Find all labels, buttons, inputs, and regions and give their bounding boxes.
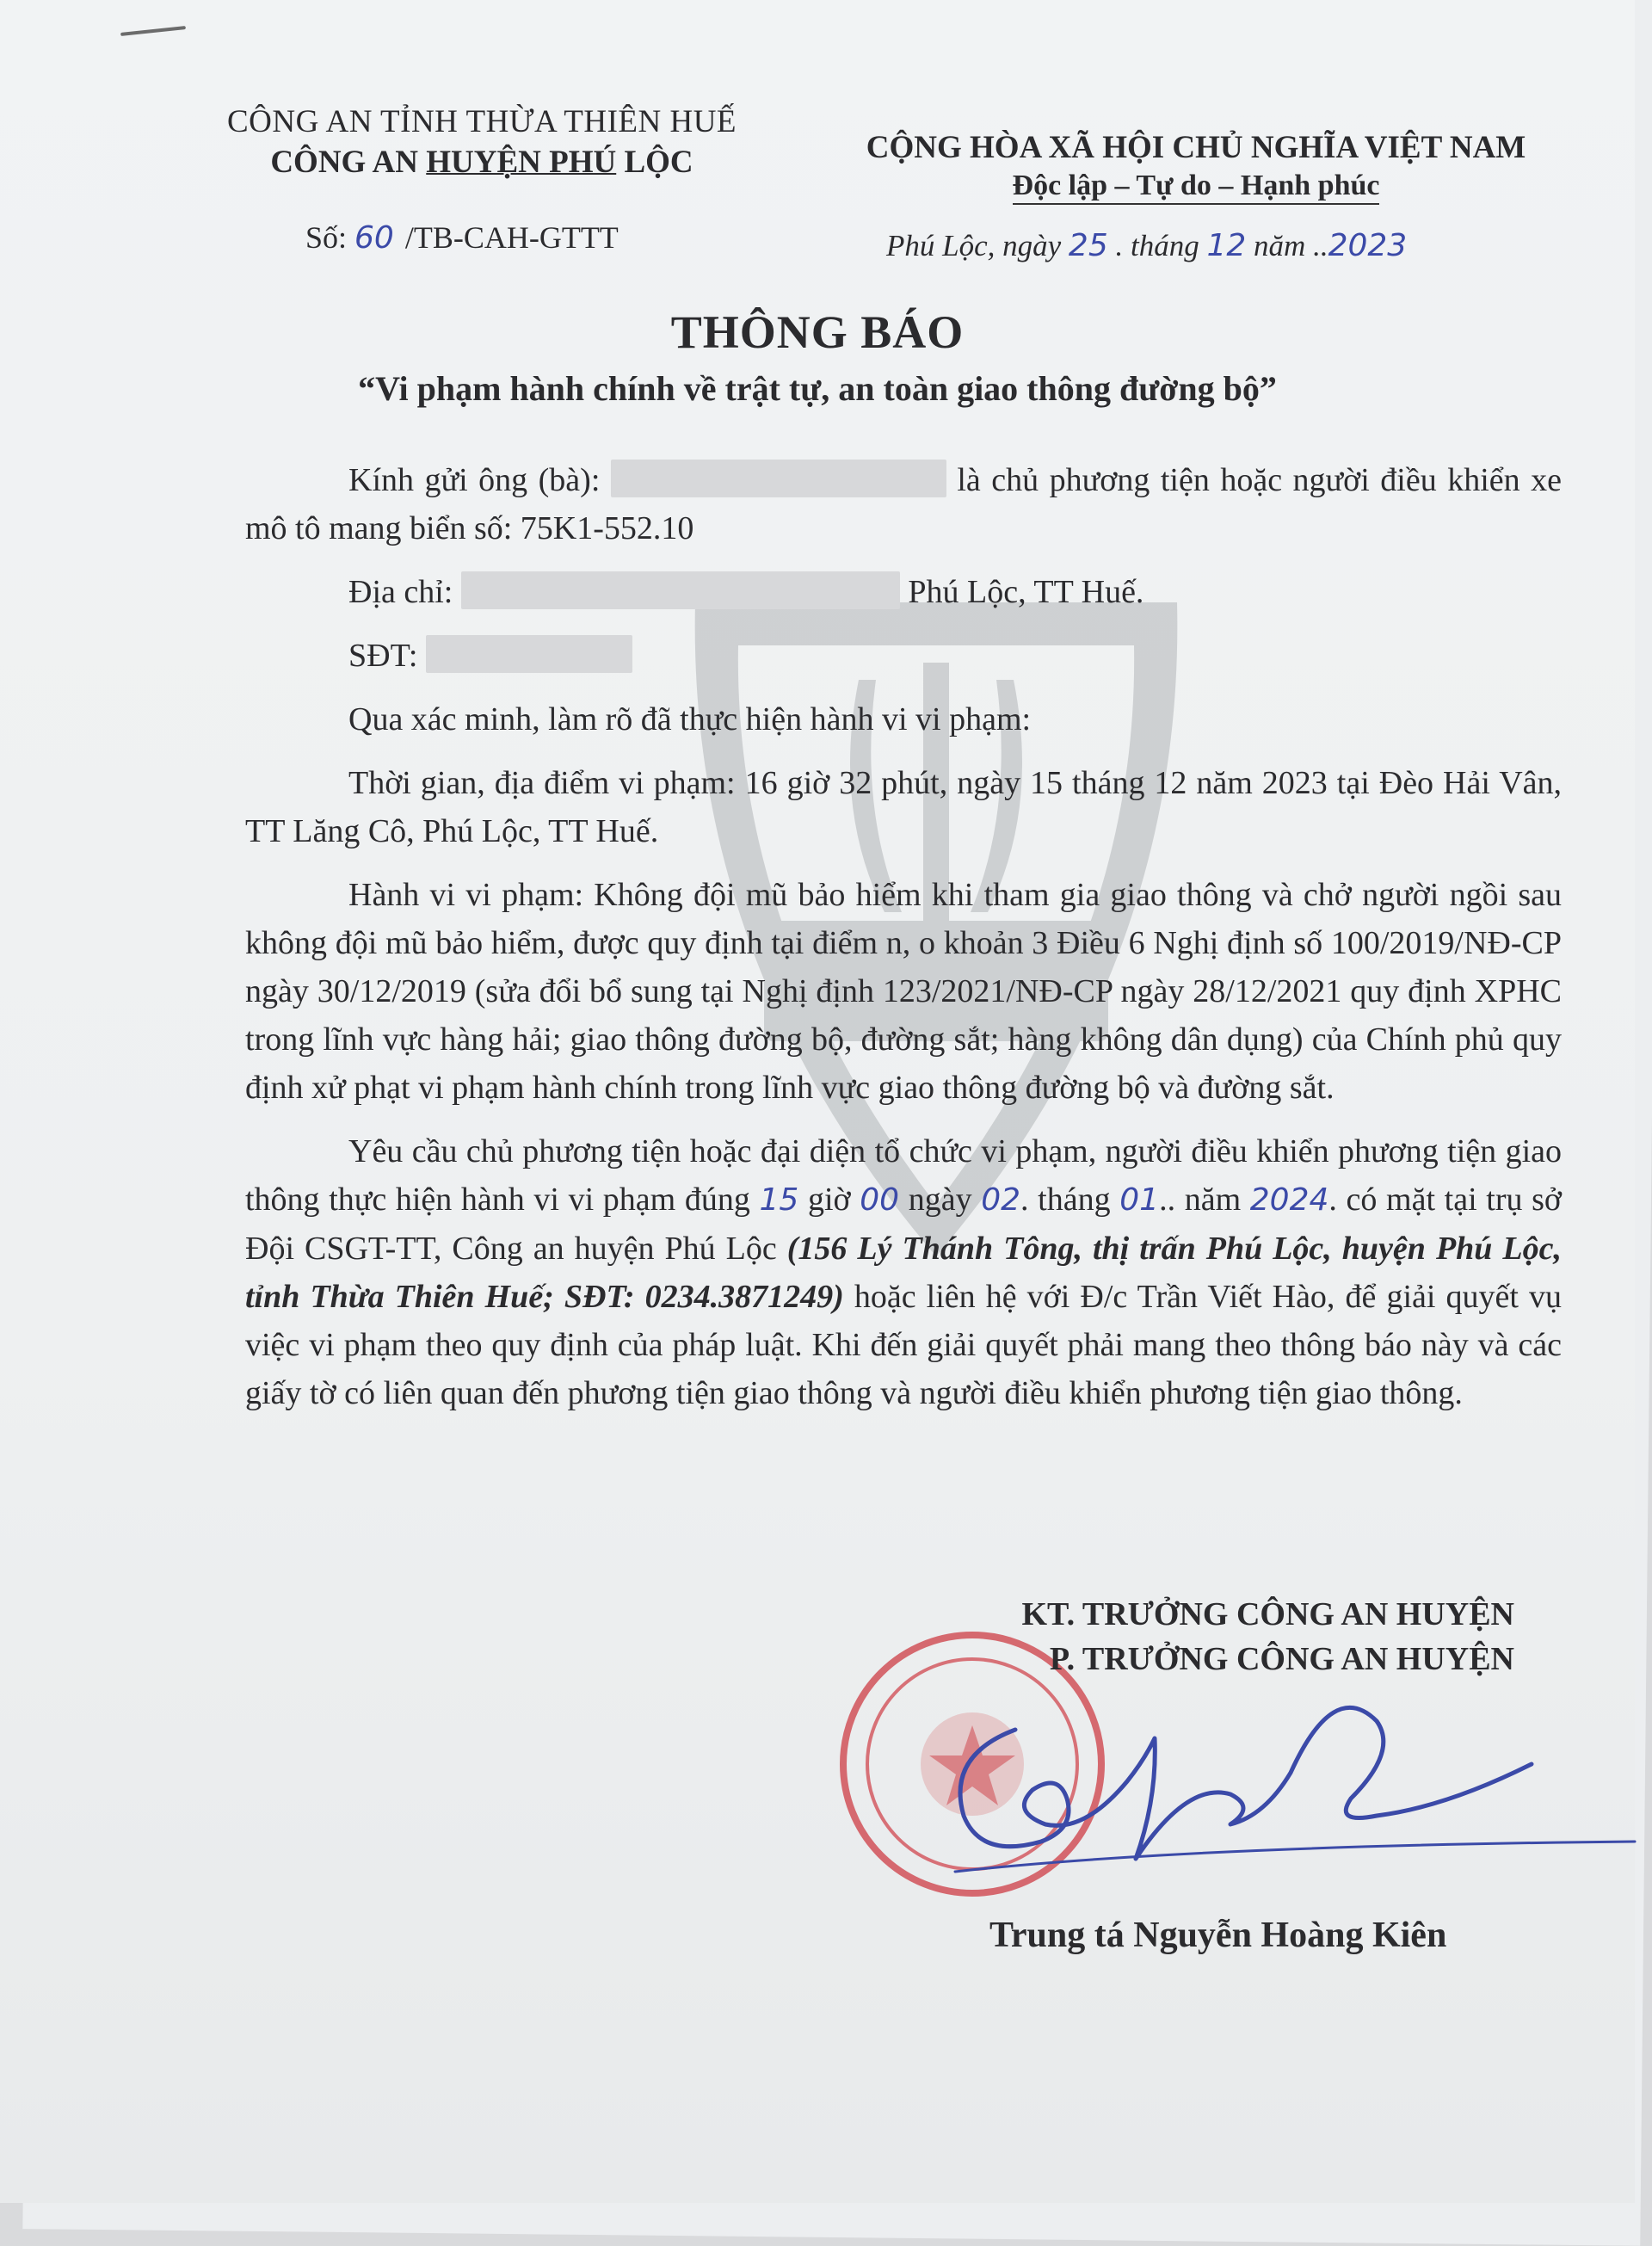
handwritten-year: 2023 (1328, 228, 1408, 263)
handwritten-appointment-year: 2024 (1249, 1182, 1329, 1218)
signer-name: Trung tá Nguyễn Hoàng Kiên (989, 1916, 1447, 1955)
time-place-paragraph: Thời gian, địa điểm vi phạm: 16 giờ 32 phút, ngày 15 tháng 12 năm 2023 tại Đèo Hải Vân, TT Lăng Cô, Phú Lộc, TT Huế. (245, 765, 1562, 849)
issuer-header (189, 103, 774, 181)
signature-block (912, 1592, 1566, 1681)
issuer-district: CÔNG AN HUYỆN PHÚ LỘC (270, 145, 693, 180)
document-body (245, 456, 1562, 1433)
verification-paragraph: Qua xác minh, làm rõ đã thực hiện hành vi vi phạm: (348, 701, 1032, 737)
national-motto: Độc lập – Tự do – Hạnh phúc (774, 170, 1618, 202)
redacted-name (611, 460, 946, 497)
national-title: CỘNG HÒA XÃ HỘI CHỦ NGHĨA VIỆT NAM (866, 130, 1526, 165)
address-paragraph: Địa chỉ: Phú Lộc, TT Huế. (245, 568, 1562, 616)
office-address: (156 Lý Thánh Tông, thị trấn Phú Lộc, huyện Phú Lộc, tỉnh Thừa Thiên Huế; SĐT: 0234.3871249) (245, 1231, 1563, 1315)
issue-date: Phú Lộc, ngày 25 . tháng 12 năm ..2023 (886, 228, 1408, 263)
issuer-province: CÔNG AN TỈNH THỪA THIÊN HUẾ (226, 104, 737, 139)
recipient-paragraph: Kính gửi ông (bà): là chủ phương tiện hoặc người điều khiển xe mô tô mang biển số: 75K1-552.10 (245, 456, 1562, 552)
national-header (774, 129, 1618, 202)
handwritten-hour: 15 (759, 1182, 799, 1218)
handwritten-appointment-month: 01 (1119, 1182, 1160, 1218)
phone-paragraph: SĐT: (245, 632, 1562, 680)
violation-paragraph: Hành vi vi phạm: Không đội mũ bảo hiểm khi tham gia giao thông và chở người ngồi sau không đội mũ bảo hiểm, được quy định tại điểm n, o khoản 3 Điều 6 Nghị định số 100/2019/NĐ-CP ngày 30/12/2019 (sửa đổi bổ sung tại Nghị định 123/2021/NĐ-CP ngày 28/12/2021 quy định XPHC trong lĩnh vực hàng hải; giao thông đường bộ, đường sắt; hàng không dân dụng) của Chính phủ quy định xử phạt vi phạm hành chính trong lĩnh vực giao thông đường bộ và đường sắt. (245, 877, 1562, 1106)
document-number: Số: 60 /TB-CAH-GTTT (305, 220, 619, 256)
handwritten-signature (929, 1669, 1652, 1893)
handwritten-appointment-day: 02 (981, 1182, 1021, 1218)
redacted-phone (426, 635, 632, 673)
document-subtitle: “Vi phạm hành chính về trật tự, an toàn giao thông đường bộ” (358, 369, 1277, 408)
handwritten-day: 25 (1068, 228, 1108, 263)
signature-deputy: P. TRƯỞNG CÔNG AN HUYỆN (1049, 1641, 1514, 1677)
document-title: THÔNG BÁO (670, 306, 965, 358)
handwritten-month: 12 (1206, 228, 1247, 263)
request-paragraph: Yêu cầu chủ phương tiện hoặc đại diện tổ chức vi phạm, người điều khiển phương tiện giao thông thực hiện hành vi vi phạm đúng 15 giờ 00 ngày 02. tháng 01.. năm 2024. có mặt tại trụ sở Đội CSGT-TT, Công an huyện Phú Lộc (156 Lý Thánh Tông, thị trấn Phú Lộc, huyện Phú Lộc, tỉnh Thừa Thiên Huế; SĐT: 0234.3871249) hoặc liên hệ với Đ/c Trần Viết Hào, để giải quyết vụ việc vi phạm theo quy định của pháp luật. Khi đến giải quyết phải mang theo thông báo này và các giấy tờ có liên quan đến phương tiện giao thông và người điều khiển phương tiện giao thông. (245, 1133, 1563, 1411)
redacted-address (461, 571, 900, 609)
handwritten-number: 60 (354, 220, 394, 256)
signature-authority: KT. TRƯỞNG CÔNG AN HUYỆN (1021, 1596, 1514, 1632)
handwritten-minute: 00 (860, 1182, 900, 1218)
